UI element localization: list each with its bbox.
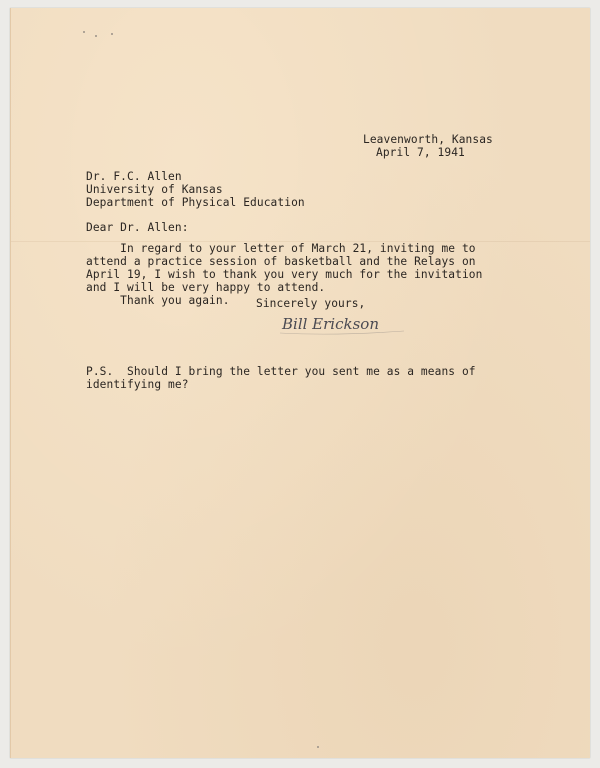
closing: Sincerely yours, <box>256 297 366 310</box>
salutation: Dear Dr. Allen: <box>86 221 189 234</box>
body-line: April 19, I wish to thank you very much for the invitation <box>86 268 483 281</box>
paper-speck <box>317 746 319 748</box>
sender-location: Leavenworth, Kansas <box>363 133 493 146</box>
body-line: and I will be very happy to attend. <box>86 281 326 294</box>
paper-speck <box>95 35 97 37</box>
postscript-line: P.S. Should I bring the letter you sent me as a means of <box>86 365 476 378</box>
handwritten-signature <box>276 309 411 339</box>
signature-text: Bill Erickson <box>282 315 379 333</box>
postscript-line: identifying me? <box>86 378 189 391</box>
recipient-institution: University of Kansas <box>86 183 223 196</box>
paper-speck <box>83 31 85 33</box>
letter-page <box>10 8 590 758</box>
letter-date: April 7, 1941 <box>376 146 465 159</box>
body-line: Thank you again. <box>86 294 230 307</box>
recipient-department: Department of Physical Education <box>86 196 305 209</box>
body-line: In regard to your letter of March 21, inviting me to <box>86 242 476 255</box>
body-line: attend a practice session of basketball and the Relays on <box>86 255 476 268</box>
paper-speck <box>111 33 113 35</box>
recipient-name: Dr. F.C. Allen <box>86 170 182 183</box>
